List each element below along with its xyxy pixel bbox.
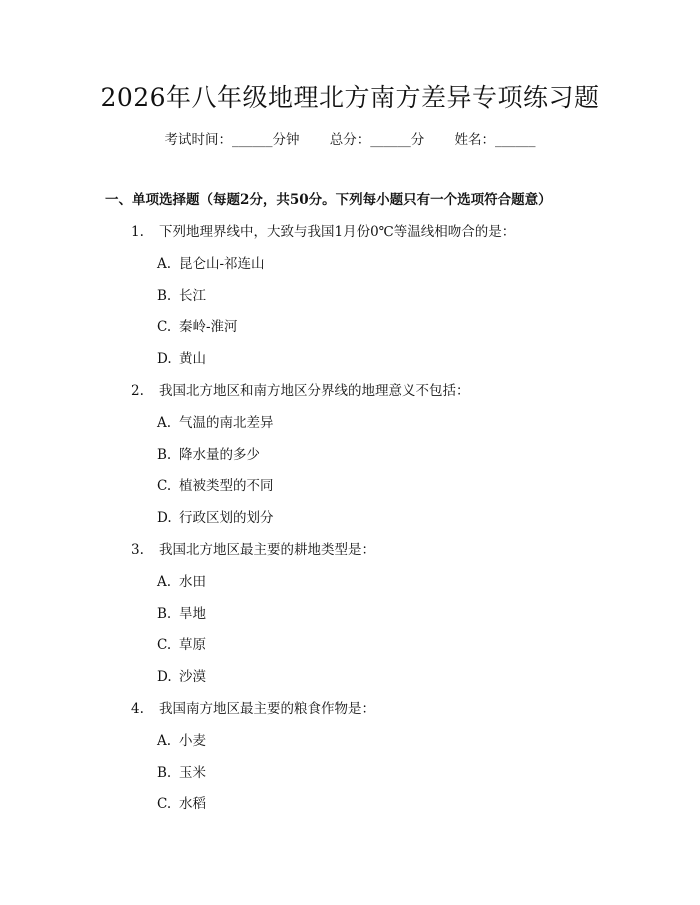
- option-text: 水稻: [179, 796, 206, 813]
- option-text: 秦岭-淮河: [179, 319, 238, 336]
- option-4-b: [157, 762, 206, 784]
- question-4: [131, 698, 375, 720]
- option-text: 玉米: [179, 764, 206, 781]
- option-letter: B.: [157, 287, 172, 304]
- question-number: 1.: [131, 224, 144, 240]
- option-3-b: [157, 603, 206, 625]
- option-text: 长江: [179, 287, 206, 304]
- option-text: 气温的南北差异: [179, 414, 274, 431]
- option-text: 植被类型的不同: [179, 478, 274, 495]
- question-text: 我国北方地区和南方地区分界线的地理意义不包括：: [159, 383, 470, 399]
- option-letter: D.: [157, 351, 172, 368]
- option-letter: A.: [157, 573, 172, 590]
- option-4-c: [157, 793, 206, 815]
- question-number: 2.: [131, 383, 144, 399]
- option-text: 草原: [179, 637, 206, 654]
- option-2-a: [157, 412, 274, 434]
- question-1: [131, 221, 515, 243]
- option-letter: D.: [157, 510, 172, 527]
- option-text: 小麦: [179, 732, 206, 749]
- option-letter: B.: [157, 446, 172, 463]
- option-1-c: [157, 316, 238, 338]
- question-number: 4.: [131, 701, 144, 717]
- option-letter: A.: [157, 414, 172, 431]
- option-text: 水田: [179, 573, 206, 590]
- exam-time-field: 考试时间：______分钟: [164, 132, 300, 148]
- option-letter: C.: [157, 319, 172, 336]
- option-4-a: [157, 730, 206, 752]
- option-letter: C.: [157, 478, 172, 495]
- option-letter: A.: [157, 732, 172, 749]
- question-text: 我国南方地区最主要的粮食作物是：: [159, 701, 375, 717]
- option-text: 旱地: [179, 605, 206, 622]
- option-letter: D.: [157, 669, 172, 686]
- option-letter: C.: [157, 637, 172, 654]
- option-letter: A.: [157, 255, 172, 272]
- option-1-a: [157, 253, 265, 275]
- option-text: 昆仑山-祁连山: [179, 255, 265, 272]
- option-text: 降水量的多少: [179, 446, 260, 463]
- section-title: 一、单项选择题（每题2分，共50分。下列每小题只有一个选项符合题意）: [105, 192, 552, 208]
- option-text: 沙漠: [179, 669, 206, 686]
- option-2-b: [157, 444, 260, 466]
- option-letter: C.: [157, 796, 172, 813]
- question-text: 下列地理界线中，大致与我国1月份0℃等温线相吻合的是：: [159, 224, 516, 240]
- page-title: 2026年八年级地理北方南方差异专项练习题: [100, 83, 600, 112]
- exam-meta: [0, 129, 700, 151]
- student-name-field: 姓名：______: [454, 132, 536, 148]
- option-1-b: [157, 285, 206, 307]
- total-score-field: 总分：______分: [329, 132, 425, 148]
- question-number: 3.: [131, 542, 144, 558]
- option-letter: B.: [157, 764, 172, 781]
- option-3-d: [157, 666, 206, 688]
- option-1-d: [157, 348, 206, 370]
- option-3-c: [157, 634, 206, 656]
- option-text: 行政区划的划分: [179, 510, 274, 527]
- option-3-a: [157, 571, 206, 593]
- option-2-d: [157, 507, 274, 529]
- option-letter: B.: [157, 605, 172, 622]
- question-2: [131, 380, 470, 402]
- question-3: [131, 539, 375, 561]
- option-2-c: [157, 475, 274, 497]
- option-text: 黄山: [179, 351, 206, 368]
- question-text: 我国北方地区最主要的耕地类型是：: [159, 542, 375, 558]
